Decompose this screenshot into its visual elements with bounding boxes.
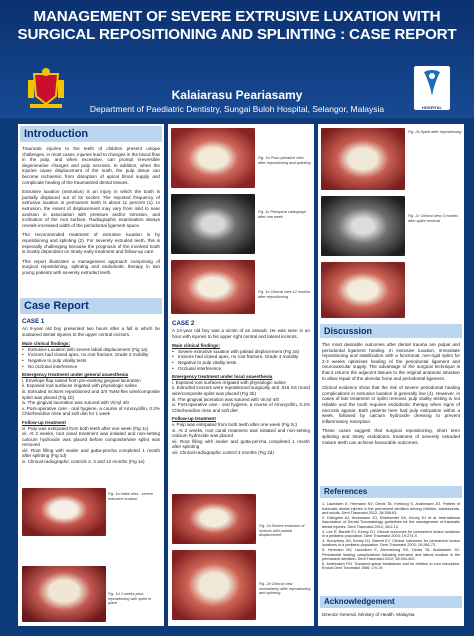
case-report-heading: Case Report [20, 298, 162, 314]
fig2c-caption: Fig. 2c Clinical view 3 months after splint removal [408, 214, 459, 223]
introduction-text: Traumatic injuries to the teeth of children present unique challenges, in most cases, injuries lead to changes in the blood flow in the pulp, and when excessive, can prompt irreversible degenerative changes and pulp necrosis. In addition, when the injuries cause displacement of the tooth, the pulp tissue can become ischaemic from disruption of apical blood supply and complicate healing of the traumatized dental tissues. Extrusive luxation (extrusion) is an injury in which the tooth is partially displaced out of its socket. The reported frequency of extrusive luxation in permanent teeth is about 11 percent (1). In extrusion, the extent of displacement may vary from mild to near avulsion in association with pressure and/or intrusion, and inclination of the root surface. Radiographic examination always reveals increased width of the periodontal ligament space. The recommended treatment of extrusive luxation is by repositioning and splinting (2). For severely extruded teeth, this is especially challenging because the prognosis of the involved tooth is mostly dependent on timely early treatment and follow-up care. This report illustrates a management approach comprising of surgical repositioning, splinting and endodontic therapy in two young patients with severely extruded teeth. [22, 146, 160, 275]
case2-label: CASE 2 [172, 320, 195, 327]
hospital-logo-icon [414, 66, 450, 100]
author-name: Kalaiarasu Peariasamy [171, 88, 303, 102]
hospital-logo: HOSPITAL [414, 66, 450, 110]
fig2d-caption: Fig. 2d Clinical view immediately after repositioning and splinting [259, 582, 311, 595]
fig1c-radiograph [171, 194, 255, 254]
reference-item: 2. DiAngelis AJ, Andreasen JO, Ebeleseder KA, Kenny DJ et al. International Association of Dental Traumatology guidelines for the management of traumatic dental injuries. Dent Traumatol 2012; 28:2-12. [322, 515, 460, 529]
fig2b-photo [321, 128, 405, 190]
fig1e-photo [171, 260, 255, 314]
case1-text: An 8-year old boy presented two hours after a fall in which he sustained dental injuries to the upper central incisors. Main clinical findings: • Extrusive Luxation with severe labial displacement (Fig 1a) • Incisors had closed apex, no root fracture, Grade 3 mobility • Negative to pulp vitality tests • No occlusal interference Emergency treatment under general anaesthesia i. Envelope flap raised from pre-existing gingival laceration ii. Exposed root surfaces irrigated with physiologic saline iii. Extruded incisors repositioned and 3/4 Twist-flex wire/composite splint was placed (Fig 1b) iv. The gingival laceration was sutured with Vicryl 4/0 v. Post-operative care - oral hygiene, a course of Amoxycillin, 0.2% Chlorhexidine rinse and soft diet for 1 week Follow-up treatment vi. Pulp was extirpated from both teeth after one week (Fig 1c) vii. At 2 weeks, root canal treatment was initiated and non-setting calcium hydroxide was placed before composite/wire splint was removed viii. Root filling with sealer and gutta-percha completed 1 month after splinting (Fig 1d) ix. Clinical-radiographic controls 2, 3 and 12 months (Fig 1e) [22, 326, 160, 465]
case2-text: A 14-year old boy was a victim of an assault. He was seen in an hour with injuries to his upper right central and lateral incisors. Main clinical findings: • Severe extrusive luxation with palatal displacement (Fig 2a) • Incisors had closed apex, no root fracture, Grade 3 mobility • Negative to pulp vitality tests • Occlusal interference Emergency treatment under local anaesthesia i. Exposed root surfaces irrigated with physiologic saline ii. Extruded incisors were repositioned surgically and .016 SS round wire/composite splint was placed (Fig 2b) iii. The gingival laceration was sutured with Vicryl 4/0 iv. Post-operative care - oral hygiene, a course of Amoxycillin, 0.2% Chlorhexidine rinse and soft diet Follow-up treatment v. Pulp was extirpated from both teeth after one week (Fig 2c) vi. At 2 weeks, root canal treatment was initiated and non-setting calcium hydroxide was placed vii. Root filling with sealer and gutta-percha completed 1 month after splinting viii. Clinical-radiographic control 3 months (Fig 2d) [172, 328, 310, 455]
introduction-heading: Introduction [20, 126, 162, 142]
fig1b-photo [171, 128, 255, 188]
fig1a-photo [22, 488, 106, 536]
references-heading: References [320, 486, 462, 498]
poster-title: MANAGEMENT OF SEVERE EXTRUSIVE LUXATION WITH SURGICAL REPOSITIONING AND SPLINTING : CASE REPORT [17, 8, 457, 43]
fig2e-photo [321, 262, 405, 318]
acknowledgement-heading: Acknowledgement [320, 596, 462, 608]
case1-label: CASE 1 [22, 318, 45, 325]
discussion-text: The most desirable outcomes after dental trauma are pulpal and periodontal ligament healing. In extrusive luxation, immediate repositioning and stabilization with a functional, non-rigid splint for 2-3 weeks optimises healing of the periodontal ligament and neurovascular supply. The advantage of the surgical technique is that it returns the adjacent tissues to the original anatomic situation to allow repair of the alveolar bone and periodontal ligament. Clinical evidence show that the risk of severe periodontal healing complications in extrusive luxation is generally low (4). However, in cases of late treatment or splint removal, pulp vitality testing is not reliable and the tooth requires endodontic therapy when signs of necrosis appear. Both patients here had pulp extirpation within a week, followed by calcium hydroxide dressing to prevent inflammatory resorption. These cases suggest that surgical repositioning, short term splinting and timely endodontic treatment of severely extruded mature teeth can achieve favourable outcomes. [322, 342, 460, 445]
department: Department of Paediatric Dentistry, Sungai Buloh Hospital, Selangor, Malaysia [89, 104, 385, 114]
fig2a-photo [172, 494, 256, 544]
fig1e-caption: Fig. 1e Clinical view 12 months after repositioning [258, 290, 311, 299]
reference-item: 6. Andreasen FM. Transient apical breakdown and its relation to root resorption. Endod Dent Traumatol 1986; 2:9-19. [322, 561, 460, 571]
fig1b-caption: Fig. 1b Post-operative view after repositioning and splinting [258, 156, 311, 165]
discussion-heading: Discussion [320, 324, 462, 338]
fig1d-photo [22, 566, 106, 622]
reference-item: 4. Humphrey JM, Kenny DJ, Barrett EJ. Clinical outcomes for permanent incisor luxations in a pediatric population. Dent Traumatol 2003; 19:266-73. [322, 538, 460, 548]
acknowledgement-text: Director General, Ministry of Health, Malaysia [322, 612, 415, 617]
references-list [322, 502, 460, 571]
reference-item: 1. Lauridsen E, Hermann NV, Gerds TA, Kreiborg S, Andreasen JO. Pattern of traumatic dental injuries in the permanent dentition among children, adolescents, and adults. Dent Traumatol 2012; 28:358-63. [322, 502, 460, 516]
fig2c-radiograph [321, 196, 405, 256]
fig2d-photo [172, 550, 256, 620]
fig1a-caption: Fig. 1a Initial view - severe extrusive luxation [108, 492, 153, 501]
fig1c-caption: Fig. 1c Periapical radiograph after one week [258, 210, 307, 219]
reference-item: 3. Lee R, Barrett EJ, Kenny DJ. Clinical outcomes for permanent incisor luxations in a pediatric population. Dent Traumatol 2003; 19:274-9. [322, 529, 460, 539]
fig2b-caption: Fig. 2b Splint after repositioning [408, 130, 462, 134]
fig1d-caption: Fig. 1d 3 weeks post-repositioning with splint in place [108, 592, 152, 605]
fig2a-caption: Fig. 2a Severe extrusion of incisors with palatal displacement [259, 524, 305, 537]
reference-item: 5. Hermann NV, Lauridsen E, Ahrensburg SS, Gerds TA, Andreasen JO. Periodontal healing complications following extrusive and lateral luxation in the permanent dentition. Dent Traumatol 2012; 28:394-402. [322, 547, 460, 562]
poster-header [0, 0, 474, 118]
